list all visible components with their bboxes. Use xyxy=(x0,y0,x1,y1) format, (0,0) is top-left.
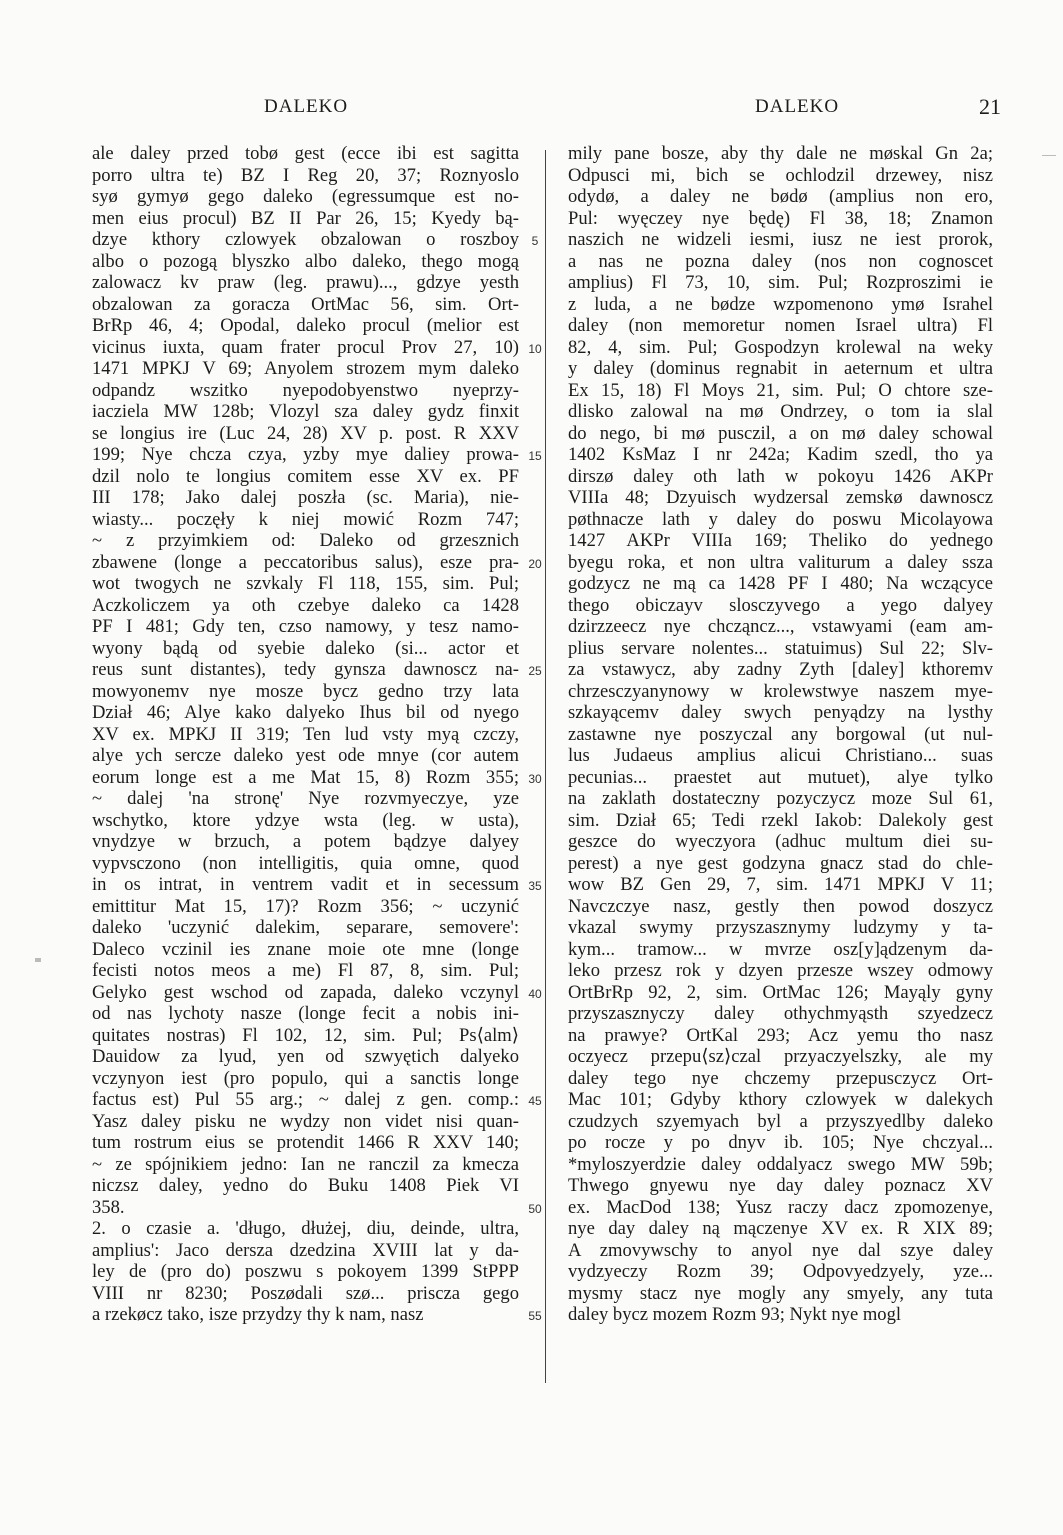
text-line: thego obiczayv slosczyvego a yego dalyey xyxy=(568,594,993,616)
text-line: albo o pozogą blyszko albo daleko, thego mogą xyxy=(92,250,519,272)
left-column xyxy=(92,143,519,1326)
text-line: in os intrat, in ventrem vadit et in secessum xyxy=(92,874,519,895)
text-line: Gelyko gest wschod od zapada, daleko vczynyl xyxy=(92,981,519,1003)
text-line: 82, 4, sim. Pul; Gospodzyn krolewal na weky xyxy=(568,336,993,358)
text-line: PF I 481; Gdy ten, czso namowy, y tesz namo- xyxy=(92,616,519,637)
text-line: niczsz daley, yedno do Buku 1408 Piek VI xyxy=(92,1175,519,1196)
text-line: 358. xyxy=(92,1196,125,1218)
text-line: ~ ze spójnikiem jedno: Ian ne ranczil za kmecza xyxy=(92,1153,519,1175)
text-line: naszich ne widzeli iesmi, iusz ne iest prorok, xyxy=(568,229,993,250)
text-line: nye day daley ną mączenye XV ex. R XIX 89; xyxy=(568,1218,993,1239)
text-line: XV ex. MPKJ II 319; Ten lud vsty myą czczy, xyxy=(92,723,519,745)
text-line: Mac 101; Gdyby kthory czlowyek w dalekych xyxy=(568,1089,993,1110)
text-line: chrzesczyanynowy w krolewstwye naszem mye- xyxy=(568,680,993,702)
text-line: obzalowan za goracza OrtMac 56, sim. Ort- xyxy=(92,293,519,315)
line-number: 45 xyxy=(528,1094,542,1108)
text-line: zbawene (longe a peccatoribus salus), esze pra- xyxy=(92,551,519,573)
text-line: dzil nolo te longius comitem esse XV ex. PF xyxy=(92,465,519,487)
text-line: BrRp 46, 4; Opodal, daleko procul (melior est xyxy=(92,315,519,336)
scan-speck xyxy=(1042,155,1056,156)
line-number: 15 xyxy=(528,449,542,463)
text-line: y daley (dominus regnabit in aeternum et ultra xyxy=(568,358,993,379)
text-line: za vstawycz, aby zadny Zyth [daley] kthoremv xyxy=(568,659,993,680)
running-header-left: DALEKO xyxy=(264,96,349,117)
text-line: VIIIa 48; Dzyuisch wydzersal zemskø dawnoscz xyxy=(568,487,993,508)
text-line: tum rostrum eius se protendit 1466 R XXV 140; xyxy=(92,1132,519,1153)
text-line: III 178; Jako dalej poszła (sc. Maria), nie- xyxy=(92,487,519,508)
text-line: Odpusci mi, bich se ochlodzil drzewey, nisz xyxy=(568,164,993,186)
running-header-right: DALEKO xyxy=(755,96,840,117)
text-line: a rzekøcz tako, isze przydzy thy k nam, nasz xyxy=(92,1304,424,1325)
text-line: ley de (pro do) poszwu s pokoyem 1399 StPPP xyxy=(92,1261,519,1282)
text-line: leko przesz rok y dzyen przesze wszey odmowy xyxy=(568,960,993,981)
text-line: pecunias... praestet aut mutuet), alye tylko xyxy=(568,766,993,788)
text-line: porro ultra te) BZ I Reg 20, 37; Roznyoslo xyxy=(92,164,519,186)
text-line: Aczkoliczem ya oth czebye daleko ca 1428 xyxy=(92,594,519,616)
text-line: vkazal swymy przyszasznymy ludzymy y ta- xyxy=(568,917,993,938)
text-line: amplius) Fl 73, 10, sim. Pul; Rozproszimi ie xyxy=(568,272,993,293)
text-line: Pul: wyęczey nye będę) Fl 38, 18; Znamon xyxy=(568,207,993,229)
text-line: czudzych szyemyach byl a przyszyedlby daleko xyxy=(568,1110,993,1132)
text-line: Dauidow za lyud, yen od szwyętich dalyeko xyxy=(92,1046,519,1067)
text-line: dirszø daley oth lath w pokoyu 1426 AKPr xyxy=(568,465,993,487)
text-line: 199; Nye chcza czya, yzby mye daliey prowa- xyxy=(92,444,519,465)
line-number: 20 xyxy=(528,556,542,571)
text-line: Dział 46; Alye kako dalyeko Ihus bil od nyego xyxy=(92,702,519,723)
text-line: iacziela MW 128b; Vlozyl sza daley gydz finxit xyxy=(92,401,519,422)
text-line: Yasz daley pisku ne wydzy non videt nisi quan- xyxy=(92,1110,519,1132)
text-line: lus Judaeus amplius alicui Christiano... suas xyxy=(568,745,993,766)
text-line: vicinus iuxta, quam frater procul Prov 27, 10) xyxy=(92,336,519,358)
scan-speck xyxy=(35,958,41,962)
text-line: geszce do wyeczyora (adhuc multum diei su- xyxy=(568,831,993,852)
text-line: emittitur Mat 15, 17)? Rozm 356; ~ uczynić xyxy=(92,895,519,917)
text-line: ex. MacDod 138; Yusz raczy dacz zpomozenye, xyxy=(568,1196,993,1218)
text-line: do nego, bi mø pusczil, a on mø daley schowal xyxy=(568,422,993,444)
text-line: vczynyon iest (pro populo, qui a sanctis longe xyxy=(92,1067,519,1089)
text-line: godzycz ne mą ca 1428 PF I 480; Na wczącyce xyxy=(568,573,993,594)
text-line: amplius': Jaco dersza dzedzina XVIII lat y da- xyxy=(92,1239,519,1261)
line-number: 40 xyxy=(528,986,542,1001)
right-column xyxy=(568,143,993,1326)
text-line: Daleco vczinil ies znane moie ote mne (longe xyxy=(92,938,519,960)
text-line: plius servare nolentes... statuimus) Sul 22; Slv- xyxy=(568,637,993,659)
line-number: 55 xyxy=(528,1309,542,1323)
text-line: vydzyeczy Rozm 39; Odpovyedzyely, yze... xyxy=(568,1261,993,1282)
text-line: perest) a nye gest godzyna gnacz stad do chle- xyxy=(568,852,993,874)
text-line: Ex 15, 18) Fl Moys 21, sim. Pul; O chtore sze- xyxy=(568,379,993,401)
text-line: po rocze y po dnyv ib. 105; Nye chczyal... xyxy=(568,1132,993,1153)
text-line: od nas lychoty nasze (longe fecit a nobis ini- xyxy=(92,1003,519,1024)
text-line: na zaklath dostateczny pozyczycz moze Sul 61, xyxy=(568,788,993,809)
text-line: reus sunt distantes), tedy gynsza dawnoscz na- xyxy=(92,659,519,680)
text-line: eorum longe est a me Mat 15, 8) Rozm 355; xyxy=(92,766,519,788)
text-line: szkayącemv daley swych penyądzy na lysthy xyxy=(568,702,993,723)
text-line: men eius procul) BZ II Par 26, 15; Kyedy bą- xyxy=(92,207,519,229)
text-line: z luda, a ne bødze wzpomenono ymø Israhel xyxy=(568,293,993,315)
text-line: wow BZ Gen 29, 7, sim. 1471 MPKJ V 11; xyxy=(568,874,993,895)
text-line: ~ dalej 'na stronę' Nye rozvmyeczye, yze xyxy=(92,788,519,809)
text-line: byegu roka, et non ultra valiturum a daley ssza xyxy=(568,551,993,573)
text-line: wyony bądą od syebie daleko (si... actor et xyxy=(92,637,519,659)
text-line: wot twogych ne szvkaly Fl 118, 155, sim. Pul; xyxy=(92,573,519,594)
text-line: daleko 'uczynić dalekim, separare, semovere': xyxy=(92,917,519,938)
text-line: daley bycz mozem Rozm 93; Nykt nye mogl xyxy=(568,1304,902,1325)
text-line: 2. o czasie a. 'długo, dłużej, diu, deinde, ultra, xyxy=(92,1218,519,1239)
text-line: na prawye? OrtKal 293; Acz yemu tho nasz xyxy=(568,1024,993,1046)
text-line: kym... tramow... w mvrze osz[y]ądzenym da- xyxy=(568,938,993,960)
text-line: quitates nostras) Fl 102, 12, sim. Pul; Ps⟨alm⟩ xyxy=(92,1024,519,1046)
text-line: dzirzzeecz nye chcząncz..., vstawyami (eam am- xyxy=(568,616,993,637)
text-line: daley tego nye chczemy przepusczycz Ort- xyxy=(568,1067,993,1089)
text-line: A zmovywschy to anyol nye dal szye daley xyxy=(568,1239,993,1261)
text-line: zalowacz kv praw (leg. prawu)..., gdzye yesth xyxy=(92,272,519,293)
text-line: VIII nr 8230; Poszødali szø... priscza gego xyxy=(92,1282,519,1304)
text-line: 1402 KsMaz I nr 242a; Kadim szedl, tho ya xyxy=(568,444,993,465)
text-line: *myloszyerdzie daley oddalyacz swego MW 59b; xyxy=(568,1153,993,1175)
text-line: mowyonemv nye mosze bycz gedno trzy lata xyxy=(92,680,519,702)
page-number: 21 xyxy=(979,94,1001,119)
text-line: wschytko, ktore ydzye wsta (leg. w usta), xyxy=(92,809,519,831)
line-number: 5 xyxy=(531,234,539,248)
text-line: syø gymyø gego daleko (egressumque est no- xyxy=(92,186,519,207)
text-line: 1427 AKPr VIIIa 169; Theliko do yednego xyxy=(568,530,993,551)
text-line: pøthnacze lath y daley do poswu Micolayowa xyxy=(568,508,993,530)
line-number: 35 xyxy=(528,879,542,893)
text-line: 1471 MPKJ V 69; Anyolem strozem mym daleko xyxy=(92,358,519,379)
text-line: vnydzye w brzuch, a potem bądzye dalyey xyxy=(92,831,519,852)
column-divider xyxy=(545,150,546,1383)
text-line: mysmy stacz nye mogly any smyely, any tuta xyxy=(568,1282,993,1304)
text-line: se longius ire (Luc 24, 28) XV p. post. R XXV xyxy=(92,422,519,444)
text-line: factus est) Pul 55 arg.; ~ dalej z gen. comp.: xyxy=(92,1089,519,1110)
text-line: OrtBrRp 92, 2, sim. OrtMac 126; Mayąly gyny xyxy=(568,981,993,1003)
text-line: mily pane bosze, aby thy dale ne møskal Gn 2a; xyxy=(568,143,993,164)
line-number: 10 xyxy=(528,341,542,356)
text-line: daley (non memoretur nomen Israel ultra) Fl xyxy=(568,315,993,336)
text-line: Navczczye nasz, gestly then powod doszycz xyxy=(568,895,993,917)
text-line: sim. Dział 65; Tedi rzekl Iakob: Dalekoly gest xyxy=(568,809,993,831)
text-line: dlisko zalowal na mø Ondrzey, o tom ia slal xyxy=(568,401,993,422)
text-line: alye ych sercze daleko yest ode mnye (cor autem xyxy=(92,745,519,766)
text-line: przyszasznyczy daley othychmyąsth szyedzecz xyxy=(568,1003,993,1024)
text-line: dzye kthory czlowyek obzalowan o roszboy xyxy=(92,229,519,250)
text-line: wiasty... poczęły k niej mowić Rozm 747; xyxy=(92,508,519,530)
text-line: fecisti notos meos a me) Fl 87, 8, sim. Pul; xyxy=(92,960,519,981)
text-line: odpandz wszitko nyepodobyenstwo nyeprzy- xyxy=(92,379,519,401)
text-line: zastawne nye poszyczal any borgowal (ut nul- xyxy=(568,723,993,745)
text-line: oczyecz przepu⟨sz⟩czal przyaczyelszky, ale my xyxy=(568,1046,993,1067)
text-line: odydø, a daley ne bødø (amplius non ero, xyxy=(568,186,993,207)
line-number: 50 xyxy=(528,1201,542,1216)
text-line: Thwego gnyewu nye day daley poznacz XV xyxy=(568,1175,993,1196)
line-number: 30 xyxy=(528,771,542,786)
text-line: ~ z przyimkiem od: Daleko od grzesznich xyxy=(92,530,519,551)
text-line: a nas ne pozna daley (nos non cognoscet xyxy=(568,250,993,272)
text-line: ale daley przed tobø gest (ecce ibi est sagitta xyxy=(92,143,519,164)
line-number: 25 xyxy=(528,664,542,678)
text-line: vypvsczono (non intelligitis, quia omne, quod xyxy=(92,852,519,874)
